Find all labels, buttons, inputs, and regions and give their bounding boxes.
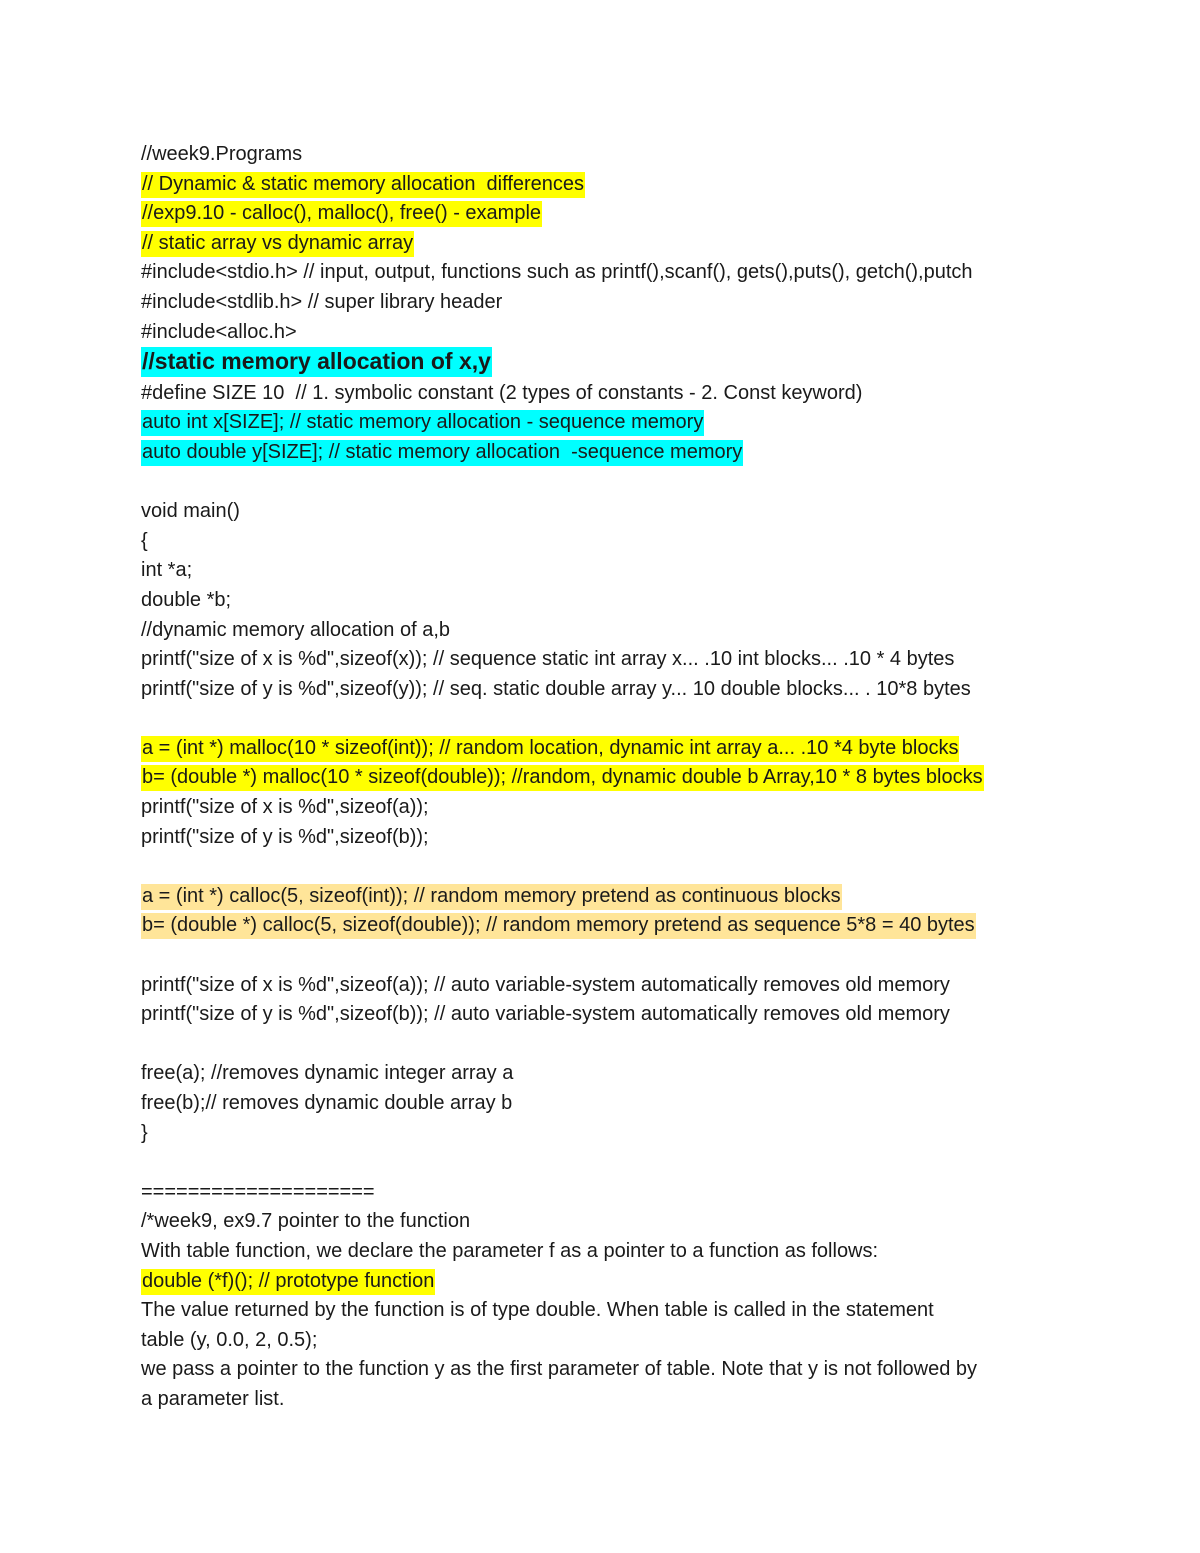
document-line [141,882,1061,912]
line-text: auto int x[SIZE]; // static memory allocation - sequence memory [141,410,704,436]
document-line [141,616,1061,646]
document-line [141,1355,1061,1385]
line-text: we pass a pointer to the function y as the first parameter of table. Note that y is not followed by [141,1358,978,1381]
line-text: With table function, we declare the parameter f as a pointer to a function as follows: [141,1239,879,1262]
document-line [141,1089,1061,1119]
line-text: free(b);// removes dynamic double array b [141,1092,513,1114]
document-line [141,586,1061,616]
document-line [141,1000,1061,1030]
document-line [141,288,1061,318]
line-text: //dynamic memory allocation of a,b [141,618,451,641]
document-line [141,258,1061,288]
document-line [141,793,1061,823]
document-line [141,199,1061,229]
document-line [141,468,1061,498]
line-text: The value returned by the function is of type double. When table is called in the statement [141,1299,934,1322]
line-text: // Dynamic & static memory allocation differences [141,172,585,198]
document-line [141,408,1061,438]
document-line [141,140,1061,170]
document-line [141,527,1061,557]
line-text: printf("size of x is %d",sizeof(a)); // auto variable-system automatically removes old memory [141,973,950,996]
document-line [141,763,1061,793]
line-text: a parameter list. [141,1387,285,1410]
document-line [141,1267,1061,1297]
document-line [141,911,1061,941]
line-text: //exp9.10 - calloc(), malloc(), free() - example [141,201,542,227]
document-line [141,229,1061,259]
line-text: ==================== [141,1180,375,1203]
document-line [141,1030,1061,1060]
document-line [141,645,1061,675]
document-line [141,347,1061,379]
document-line [141,556,1061,586]
line-text: free(a); //removes dynamic integer array a [141,1062,514,1085]
line-text: //week9.Programs [141,143,303,165]
line-text: b= (double *) malloc(10 * sizeof(double)); //random, dynamic double b Array,10 * 8 bytes blocks [141,765,984,791]
line-text: { [141,529,148,552]
line-text: #include<alloc.h> [141,320,297,343]
line-text: double *b; [141,588,232,611]
document-line [141,1326,1061,1356]
document-line [141,1237,1061,1267]
line-text: } [141,1121,148,1144]
document-line [141,971,1061,1001]
document-line [141,1148,1061,1178]
line-text: /*week9, ex9.7 pointer to the function [141,1210,471,1233]
document-line [141,734,1061,764]
document-line [141,1207,1061,1237]
document-line [141,1385,1061,1415]
document-line [141,379,1061,409]
line-text: void main() [141,500,240,523]
line-text: table (y, 0.0, 2, 0.5); [141,1328,318,1351]
document-line [141,1119,1061,1149]
line-text: printf("size of x is %d",sizeof(a)); [141,796,429,819]
line-text: printf("size of y is %d",sizeof(b)); // auto variable-system automatically removes old memory [141,1003,950,1026]
document-line [141,318,1061,348]
line-text: printf("size of y is %d",sizeof(b)); [141,825,429,848]
document-line [141,1178,1061,1208]
document-line [141,1059,1061,1089]
document-line [141,438,1061,468]
line-text: printf("size of y is %d",sizeof(y)); // seq. static double array y... 10 double blocks... . 10*8 bytes [141,677,971,700]
document-line [141,941,1061,971]
line-text: a = (int *) calloc(5, sizeof(int)); // random memory pretend as continuous blocks [141,884,842,910]
line-text: #include<stdlib.h> // super library header [141,290,503,313]
line-text: int *a; [141,559,193,582]
document-line [141,852,1061,882]
line-text: //static memory allocation of x,y [141,347,492,377]
document-line [141,675,1061,705]
document-line [141,704,1061,734]
line-text: auto double y[SIZE]; // static memory allocation -sequence memory [141,440,743,466]
document-line [141,170,1061,200]
line-text: b= (double *) calloc(5, sizeof(double)); // random memory pretend as sequence 5*8 = 40 bytes [141,913,976,939]
line-text: // static array vs dynamic array [141,231,414,257]
line-text: #include<stdio.h> // input, output, functions such as printf(),scanf(), gets(),puts(), getch(),putch [141,261,973,284]
line-text: printf("size of x is %d",sizeof(x)); // sequence static int array x... .10 int blocks... .10 * 4 bytes [141,648,955,671]
document-line [141,823,1061,853]
document-line [141,1296,1061,1326]
document-line [141,497,1061,527]
line-text: a = (int *) malloc(10 * sizeof(int)); // random location, dynamic int array a... .10 *4 byte blocks [141,736,959,762]
document-body [141,140,1061,1415]
line-text: double (*f)(); // prototype function [141,1269,435,1295]
line-text: #define SIZE 10 // 1. symbolic constant (2 types of constants - 2. Const keyword) [141,381,863,404]
